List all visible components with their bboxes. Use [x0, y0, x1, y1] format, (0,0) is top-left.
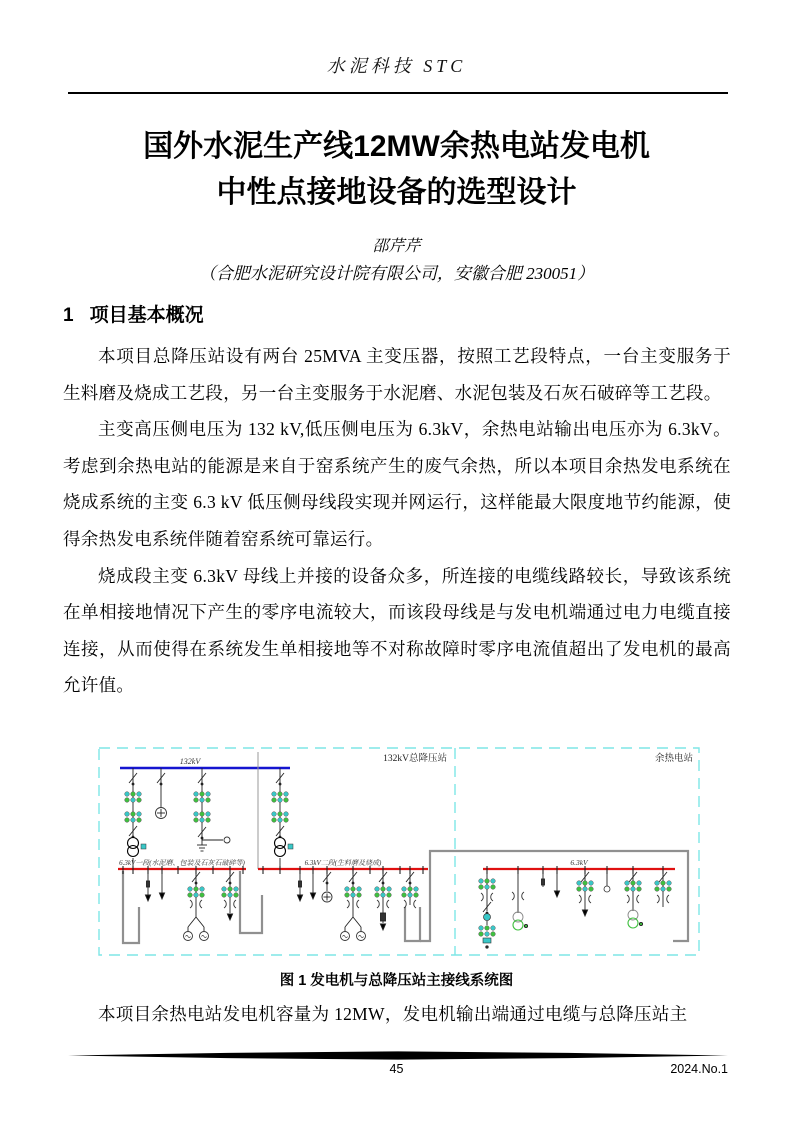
header-rule: [68, 92, 728, 94]
lv-bus1-feeders: [145, 869, 238, 941]
footer-issue: 2024.No.1: [670, 1062, 728, 1076]
article-title-line1: 国外水泥生产线12MW余热电站发电机: [143, 130, 650, 163]
author-name: 邵芹芹: [372, 238, 421, 255]
section-number: 1: [63, 305, 74, 326]
cable-loop-3: [405, 907, 420, 941]
lv-bus1-label: 6.3kV一段(水泥磨、包装及石灰石破碎等): [119, 859, 245, 867]
body-content: [63, 338, 731, 704]
footer-divider: [68, 1051, 728, 1060]
after-figure-content: [63, 996, 731, 1033]
footer-page-number: 45: [389, 1062, 404, 1076]
lv-bus3-feeders: [479, 869, 672, 948]
article-title-line2: 中性点接地设备的选型设计: [216, 176, 577, 209]
lv-bus3-label: 6.3kV: [570, 858, 588, 867]
hv-bus-label: 132kV: [179, 757, 201, 766]
article-title: [0, 124, 793, 216]
cable-loop-1: [123, 871, 139, 943]
lv-bus2-feeders: [297, 869, 418, 941]
hv-pt-feeder-1: [156, 768, 167, 819]
paragraph-2: 主变高压侧电压为 132 kV,低压侧电压为 6.3kV，余热电站输出电压亦为 6.3kV。考虑到余热电站的能源是来自于窑系统产生的废气余热，所以本项目余热发电系统在烧成系统的主变 6.3 kV 低压侧母线段实现并网运行，这样能最大限度地节约能源，使得余热发电系统伴随着窑系统可靠运行。: [63, 419, 731, 549]
section-title: 项目基本概况: [89, 305, 204, 326]
substation-region-label: 132kV总降压站: [383, 754, 447, 764]
hv-feeder-transformer-2: [272, 768, 293, 869]
paragraph-3: 烧成段主变 6.3kV 母线上并接的设备众多，所连接的电缆线路较长，导致该系统在单相接地情况下产生的零序电流较大，而该段母线是与发电机端通过电力电缆直接连接，从而使得在系统发生单相接地等不对称故障时零序电流值超出了发电机的最高允许值。: [63, 565, 731, 696]
generator-cable-route: [420, 851, 688, 941]
lv-bus2-label: 6.3kV二段(生料磨及烧成): [304, 859, 382, 867]
journal-title: 水泥科技 STC: [326, 56, 467, 76]
hv-feeder-line-1: [194, 768, 230, 851]
hv-feeder-transformer-1: [125, 768, 146, 869]
figure1-single-line-diagram: [95, 745, 707, 963]
paragraph-1: 本项目总降压站设有两台 25MVA 主变压器，按照工艺段特点，一台主变服务于生料磨及烧成工艺段，另一台主变服务于水泥磨、水泥包装及石灰石破碎等工艺段。: [63, 346, 731, 403]
plant-region-label: 余热电站: [654, 754, 693, 764]
figure1-caption: 图 1 发电机与总降压站主接线系统图: [279, 973, 514, 989]
cable-loop-2: [240, 871, 262, 933]
paragraph-4: 本项目余热电站发电机容量为 12MW，发电机输出端通过电缆与总降压站主: [98, 1004, 688, 1024]
figure1-svg: [95, 745, 707, 963]
section-heading-1: [63, 300, 204, 327]
author-affiliation: （合肥水泥研究设计院有限公司，安徽合肥 230051）: [198, 264, 595, 283]
